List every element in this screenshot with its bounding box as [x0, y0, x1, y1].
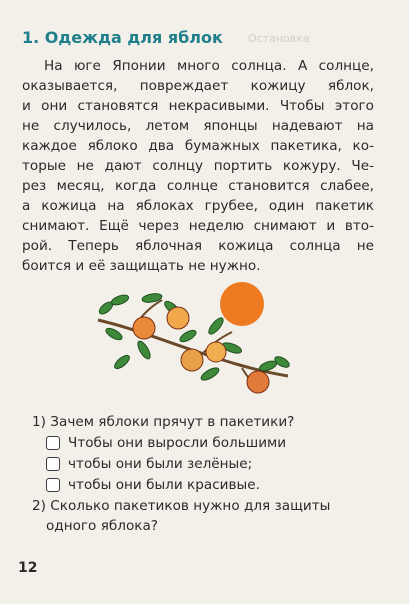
apple-icon	[133, 317, 155, 339]
paragraph-line: а кожица на яблоках грубее, один пакетик	[22, 198, 374, 214]
answer-option-1[interactable]	[46, 435, 286, 451]
checkbox-icon[interactable]	[46, 457, 60, 471]
sun-icon	[220, 282, 264, 326]
section-title: 1. Одежда для яблок	[22, 28, 223, 47]
paragraph-line: торые не дают солнцу портить кожуру. Че-	[22, 158, 374, 174]
paragraph-line: рой. Теперь яблочная кожица солнца не	[22, 238, 374, 254]
question-2-continuation: одного яблока?	[46, 518, 159, 534]
answer-option-2[interactable]	[46, 456, 252, 472]
checkbox-icon[interactable]	[46, 436, 60, 450]
paragraph-line: оказывается, повреждает кожицу яблок,	[22, 78, 374, 94]
apple-icon	[167, 307, 189, 329]
apple-icon	[247, 371, 269, 393]
paragraph-line: снимают. Ещё через неделю снимают и вто-	[22, 218, 374, 234]
answer-option-3[interactable]	[46, 477, 260, 493]
apple-branch-illustration	[92, 278, 302, 398]
leaf-icon	[207, 316, 226, 336]
faint-show-through-text: Остановка	[248, 32, 310, 45]
leaf-icon	[104, 326, 124, 342]
page-number: 12	[18, 560, 38, 576]
apple-icon	[181, 349, 203, 371]
leaf-icon	[113, 353, 132, 371]
question-1: 1) Зачем яблоки прячут в пакетики?	[32, 414, 295, 430]
paragraph-line: не случилось, летом японцы надевают на	[22, 118, 374, 134]
paragraph-line: На юге Японии много солнца. А солнце,	[44, 58, 374, 74]
paragraph-line: каждое яблоко два бумажных пакетика, ко-	[22, 138, 374, 154]
question-2: 2) Сколько пакетиков нужно для защиты	[32, 498, 331, 514]
leaf-icon	[273, 355, 291, 370]
checkbox-icon[interactable]	[46, 478, 60, 492]
paragraph-line: боится и её защищать не нужно.	[22, 258, 261, 274]
option-label: чтобы они были красивые.	[68, 477, 260, 493]
paragraph-line: рез месяц, когда солнце становится слабее,	[22, 178, 374, 194]
option-label: чтобы они были зелёные;	[68, 456, 253, 472]
paragraph-line: и они становятся некрасивыми. Чтобы этого	[22, 98, 374, 114]
leaf-icon	[199, 366, 220, 383]
option-label: Чтобы они выросли большими	[68, 435, 287, 451]
leaf-icon	[136, 339, 153, 360]
apple-icon	[206, 342, 226, 362]
leaf-icon	[110, 293, 130, 307]
story-paragraph	[22, 56, 374, 276]
leaf-icon	[178, 328, 198, 344]
